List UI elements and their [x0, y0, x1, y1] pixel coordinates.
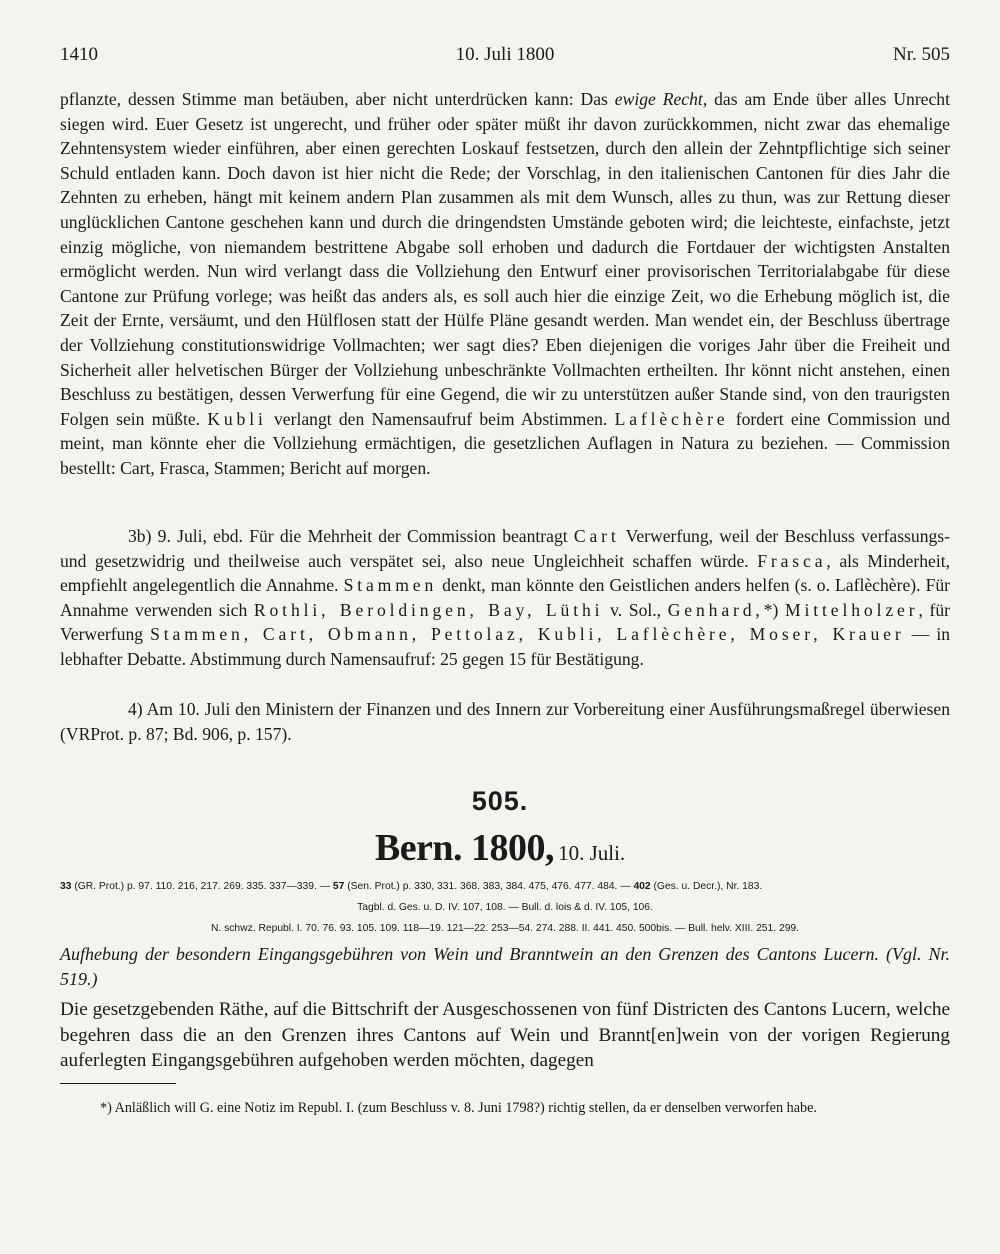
- place-year: Bern. 1800,: [374, 827, 555, 869]
- footnote-rule: [60, 1083, 176, 1084]
- speaker-name: Stammen: [343, 575, 438, 596]
- text-run: 4) Am 10. Juli den Ministern der Finanzen und des Innern zur Vorbereitung einer Ausführungsmaßregel überwiesen (VRProt. p. 87; Bd. 906, p. 157).: [60, 699, 950, 744]
- source-text: (GR. Prot.) p. 97. 110. 216, 217. 269. 335. 337—339. —: [71, 881, 333, 892]
- footnote-marker: *): [763, 599, 785, 620]
- source-text: (Sen. Prot.) p. 330, 331. 368. 383, 384. 475, 476. 477. 484. —: [344, 881, 634, 892]
- text-run: , das am Ende über alles Unrecht siegen wird. Euer Gesetz ist ungerecht, und früher oder später müßt ihr davon zurückkommen, nicht zwar das ehemalige Zehntensystem wieder einführen, aber einen gerechten Loskauf festsetzen, durch den allein der Zehntpflichtige sich seiner Schuld entladen kann. Doch davon ist hier nicht die Rede; der Vorschlag, in den italienischen Cantonen für dies Jahr die Zehnten zu erheben, hängt mit keinem andern Plan zusammen als mit dem Wunsch, alles zu thun, was zur Rettung dieser unglücklichen Cantone geschehen kann und durch die dringendsten Umstände geboten wird; die leichteste, einfachste, jetzt einzig mögliche, von niemandem bestrittene Abgabe soll erhoben und dadurch die Fortdauer der wichtigsten Anstalten ermöglicht werden. Nun wird verlangt dass die Vollziehung den Entwurf einer provisorischen Territorialabgabe für diese Cantone zur Prüfung vorlege; was heißt das anders als, es soll auch hier die einzige Zeit, wo die Erhebung möglich ist, die Zeit der Ernte, versäumt, und den Hülflosen statt der Hülfe Pläne gesandt werden. Man wendet ein, der Beschluss übertrage der Vollziehung constitutionswidrige Vollmachten; wer sagt dies? Eben diejenigen die voriges Jahr über die Freiheit und Sicherheit aller helvetischen Bürger der Vollziehung unbeschränkte Vollmachten ertheilten. Ihr könnt nicht anstehen, einen Beschluss zu bestätigen, dessen Verwerfung für eine Gegend, die wir zu unterstützen außer Stande sind, von den traurigsten Folgen sein müßte.: [60, 89, 950, 429]
- heading-date: 10. Juli.: [558, 841, 626, 865]
- speaker-name: Kubli: [207, 408, 267, 429]
- sources-line-1: [60, 876, 950, 897]
- emphasis-ewige-recht: ewige Recht: [614, 89, 703, 109]
- text-run: — in lebhafter Debatte. Abstimmung durch Namensaufruf: 25 gegen 15 für Bestätigung.: [60, 624, 951, 669]
- paragraph-speech: [60, 87, 950, 481]
- source-text: (Ges. u. Decr.), Nr. 183.: [650, 881, 763, 892]
- header-date: 10. Juli 1800: [455, 44, 555, 65]
- sources-line-3: N. schwz. Republ. I. 70. 76. 93. 105. 109. 118—19. 121—22. 253—54. 274. 288. II. 441. 450. 500bis. — Bull. helv. XIII. 251. 299.: [210, 923, 800, 934]
- decree-text: Die gesetzgebenden Räthe, auf die Bittschrift der Ausgeschossenen von fünf Districten des Cantons Lucern, welche begehren dass die an den Grenzen ihres Cantons auf Wein und Brannt[en]wein von der vorigen Regierung auferlegten Eingangsgebühren aufgehoben werden möchten, dagegen: [60, 999, 950, 1071]
- text-run: verlangt den Namensaufruf beim Abstimmen.: [266, 408, 615, 429]
- speaker-name: Laflèchère: [614, 408, 729, 429]
- footnote: *) Anläßlich will G. eine Notiz im Republ. I. (zum Beschluss v. 8. Juni 1798?) richtig stellen, da er denselben verworfen habe.: [100, 1100, 817, 1116]
- paragraph-4: [60, 697, 950, 746]
- speaker-names: Stammen, Cart, Obmann, Pettolaz, Kubli, Laflèchère, Moser, Krauer: [150, 624, 905, 645]
- text-run: , als Minderheit, empfiehlt angelegentlich die Annahme.: [60, 550, 950, 596]
- document-title: Aufhebung der besondern Eingangsgebühren von Wein und Branntwein an den Grenzen des Cantons Lucern. (Vgl. Nr. 519.): [60, 944, 950, 989]
- speaker-name: Genhard,: [667, 599, 764, 620]
- text-run: 3b) 9. Juli, ebd. Für die Mehrheit der Commission beantragt: [128, 526, 574, 546]
- page-number: 1410: [60, 44, 98, 65]
- text-run: pflanzte, dessen Stimme man betäuben, aber nicht unterdrücken kann: Das: [60, 89, 615, 109]
- text-run: fordert eine Commission und meint, man könnte eher die Vollziehung ermächtigen, die gesetzlichen Auflagen in Natura zu beziehen. — Commission bestellt: Cart, Frasca, Stammen; Bericht auf morgen.: [60, 408, 950, 478]
- header-doc-number: Nr. 505: [893, 44, 950, 65]
- source-volume: 402: [633, 881, 651, 892]
- document-heading: [0, 826, 1000, 870]
- speaker-names: Rothli, Beroldingen, Bay, Lüthi: [253, 599, 604, 620]
- sources-line-2: Tagbl. d. Ges. u. D. IV. 107, 108. — Bull. d. lois & d. IV. 105, 106.: [357, 902, 653, 913]
- document-number: 505.: [471, 786, 529, 816]
- running-header: [60, 44, 950, 72]
- speaker-name: Mittelholzer: [785, 599, 919, 620]
- paragraph-3b: [60, 524, 950, 672]
- text-run: v. Sol.,: [603, 599, 668, 620]
- text-run: denkt, man könnte den Geistlichen anders helfen (s. o. Laflèchère). Für Annahme verwenden sich: [60, 575, 951, 620]
- speaker-name: Cart: [573, 526, 620, 546]
- text-run: , für Verwerfung: [60, 599, 951, 645]
- text-run: Verwerfung, weil der Beschluss verfassungs- und gesetzwidrig und theilweise auch verspätet sei, also neue Ungleichheit schaffen würde.: [60, 526, 951, 571]
- source-volume: 33: [60, 881, 72, 892]
- source-volume: 57: [332, 881, 345, 892]
- speaker-name: Frasca: [757, 550, 827, 571]
